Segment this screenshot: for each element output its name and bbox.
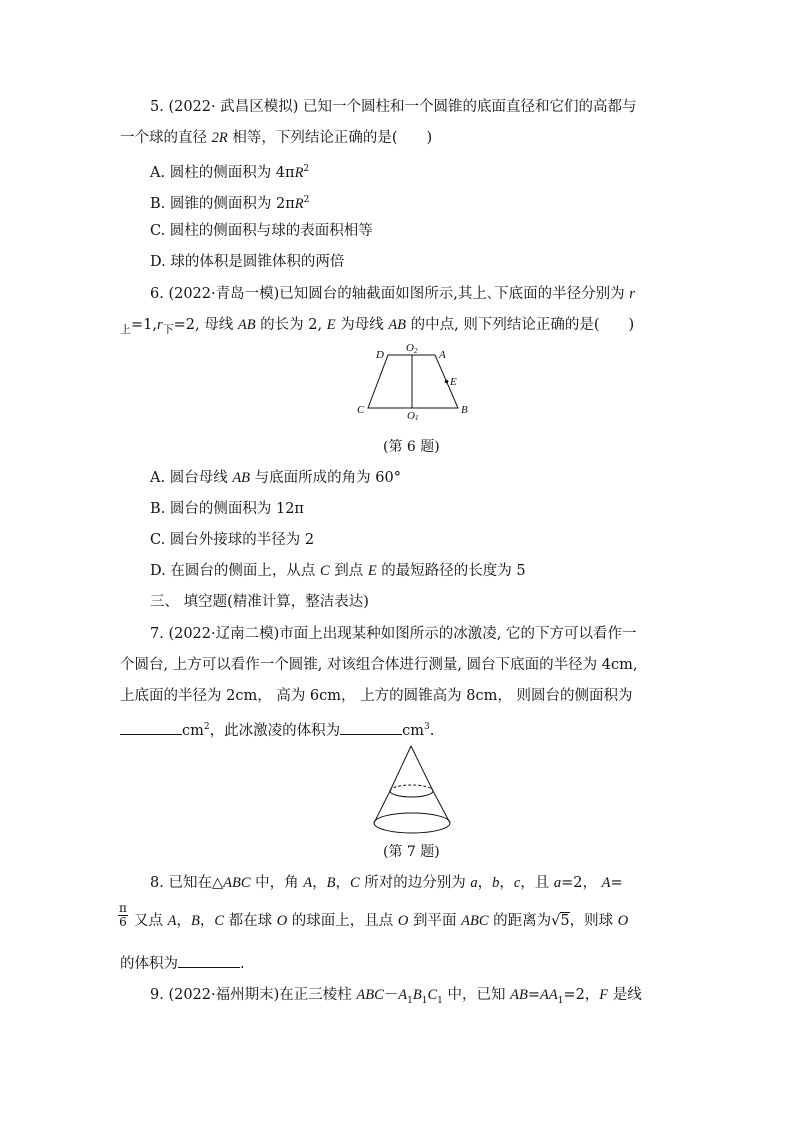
q8-blank[interactable] — [178, 953, 240, 968]
label-o1-sub: 1 — [415, 414, 419, 420]
sqrt-symbol: √ — [551, 913, 561, 929]
label-d: D — [376, 349, 384, 361]
cone-right-edge — [411, 746, 433, 791]
q8-stem-line1: 8. 已知在△ABC 中，角 A，B，C 所对的边分别为 a，b，c，且 a=2， A= — [150, 875, 623, 891]
frustum-left-edge — [374, 791, 390, 823]
section-three-heading: 三、 填空题(精准计算，整洁表达) — [150, 594, 369, 610]
q6-option-c: C. 圆台外接球的半径为 2 — [150, 532, 315, 548]
label-a: A — [439, 349, 446, 361]
label-o1: O — [407, 410, 415, 420]
q8-stem-line2: 又点 A，B，C 都在球 O 的球面上，且点 O 到平面 ABC 的距离为√5，则球 O — [134, 913, 629, 929]
q6-frustum-figure — [350, 340, 480, 420]
frustum-right-edge — [433, 791, 450, 823]
point-e-dot — [445, 380, 449, 384]
q6-option-a: A. 圆台母线 AB 与底面所成的角为 60° — [150, 470, 401, 486]
q6-stem-line1: 6. (2022·青岛一模)已知圆台的轴截面如图所示,其上､下底面的半径分别为 r — [150, 286, 635, 302]
q5-stem-line1: 5. (2022· 武昌区模拟) 已知一个圆柱和一个圆锥的底面直径和它们的高都与 — [150, 99, 637, 115]
q6-stem-line2: $_上=1,r_下=2$, 母线 AB 的长为 2, E 为母线 AB 的中点, 则下列结论正确的是( ) — [120, 317, 635, 336]
q7-blank-1[interactable] — [120, 720, 182, 735]
q5-stem-line2: 一个球的直径 2R 相等，下列结论正确的是( ) — [120, 130, 433, 146]
q5-option-d: D. 球的体积是圆锥体积的两倍 — [150, 254, 345, 270]
q8-fraction-pi-over-6: $\frac{\pi}{6}$ — [119, 901, 127, 929]
q6-figure-caption: (第 6 题) — [383, 439, 440, 455]
q7-figure-caption: (第 7 题) — [383, 844, 440, 860]
q7-stem-line4: $cm^2$，此冰激凌的体积为 $cm^3$. — [120, 717, 434, 741]
frustum-trapezoid — [368, 355, 458, 408]
q7-stem-line1: 7. (2022·辽南二模)市面上出现某种如图所示的冰激凌, 它的下方可以看作一 — [150, 626, 637, 642]
q5-option-c: C. 圆柱的侧面积与球的表面积相等 — [150, 223, 373, 239]
label-c: C — [357, 404, 365, 416]
label-o2: O — [406, 342, 414, 354]
cone-base-back — [390, 785, 433, 791]
q8-stem-line3: 的体积为 . — [120, 953, 245, 974]
q5-option-b: B. 圆锥的侧面积为 $2\pi R^2$ — [150, 195, 310, 212]
q7-ice-cream-figure — [368, 743, 458, 839]
cone-base-front — [390, 791, 433, 797]
q6-option-d: D. 在圆台的侧面上，从点 C 到点 E 的最短路径的长度为 5 — [150, 563, 526, 579]
q5-option-a: A. 圆柱的侧面积为 $4\pi R^2$ — [150, 164, 310, 181]
frustum-bottom-base — [374, 813, 450, 833]
q7-stem-line3: 上底面的半径为 2cm， 高为 6cm， 上方的圆锥高为 8cm， 则圆台的侧面积为 — [120, 688, 633, 704]
q7-stem-line2: 个圆台, 上方可以看作一个圆锥, 对该组合体进行测量, 圆台下底面的半径为 4cm, — [120, 657, 638, 673]
q6-option-b: B. 圆台的侧面积为 12π — [150, 501, 304, 517]
label-o2-sub: 2 — [414, 347, 418, 355]
label-b: B — [461, 404, 468, 416]
q7-blank-2[interactable] — [340, 720, 402, 735]
cone-left-edge — [390, 746, 411, 791]
q9-stem-line1: 9. (2022·福州期末)在正三棱柱 $ABC-A_1B_1C_1$ 中，已知 $AB=AA_1=2$，F 是线 — [150, 987, 642, 1006]
label-e: E — [450, 376, 457, 388]
